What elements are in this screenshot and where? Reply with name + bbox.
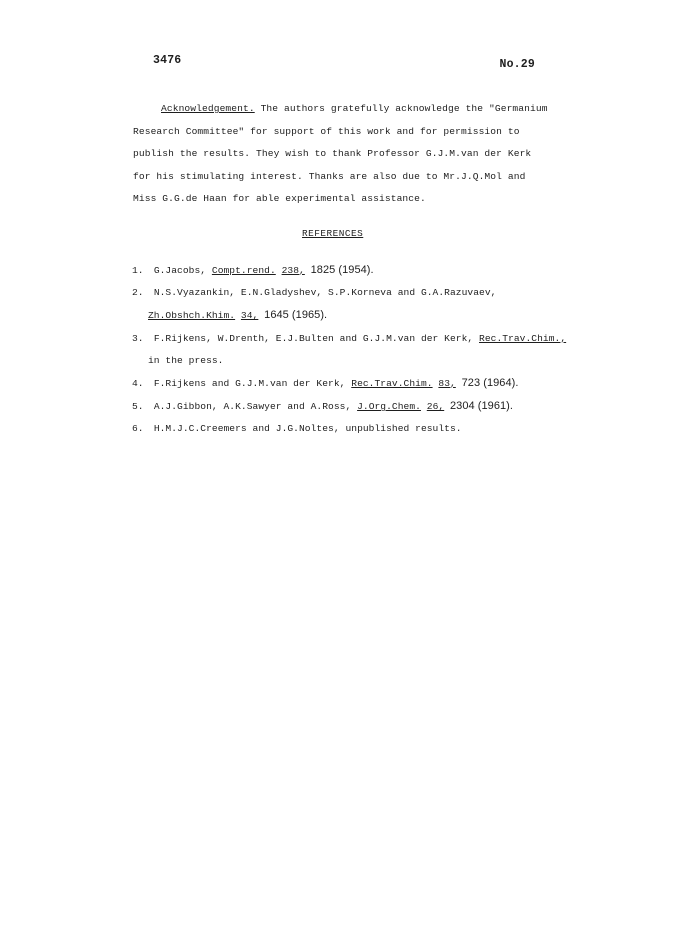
reference-item bbox=[132, 328, 572, 350]
acknowledgement-section bbox=[133, 98, 563, 211]
reference-authors: H.M.J.C.Creemers and J.G.Noltes, unpublished results. bbox=[153, 423, 462, 435]
acknowledgement-line: for his stimulating interest. Thanks are also due to Mr.J.Q.Mol and bbox=[133, 170, 526, 182]
reference-item bbox=[132, 372, 572, 395]
journal-issue-number: No.29 bbox=[499, 58, 535, 71]
reference-item bbox=[132, 259, 572, 282]
acknowledgement-line: Miss G.G.de Haan for able experimental assistance. bbox=[133, 193, 426, 204]
reference-continuation bbox=[132, 304, 572, 327]
acknowledgement-line bbox=[133, 98, 563, 121]
reference-journal: J.Org.Chem. bbox=[357, 401, 421, 413]
reference-number: 3. bbox=[132, 332, 144, 344]
reference-number: 4. bbox=[132, 378, 144, 390]
acknowledgement-line: publish the results. They wish to thank Professor G.J.M.van der Kerk bbox=[133, 148, 532, 159]
reference-pages-year: 723 (1964). bbox=[461, 377, 519, 390]
reference-journal: Zh.Obshch.Khim. bbox=[148, 310, 236, 322]
reference-item bbox=[132, 282, 572, 304]
reference-volume: 26, bbox=[426, 401, 445, 413]
reference-authors: N.S.Vyazankin, E.N.Gladyshev, S.P.Korneva and G.A.Razuvaev, bbox=[153, 287, 497, 299]
references-heading: REFERENCES bbox=[302, 228, 364, 239]
reference-pages-year: 1825 (1954). bbox=[310, 264, 374, 276]
reference-journal: Compt.rend. bbox=[211, 265, 276, 276]
reference-item bbox=[132, 418, 572, 440]
reference-authors: G.Jacobs, bbox=[153, 265, 207, 276]
reference-pages-year: 2304 (1961). bbox=[450, 400, 513, 413]
reference-authors: F.Rijkens, W.Drenth, E.J.Bulten and G.J.M.van der Kerk, bbox=[153, 332, 474, 344]
reference-volume: 34, bbox=[240, 310, 259, 322]
reference-number: 2. bbox=[132, 287, 144, 299]
acknowledgement-line: Research Committee" for support of this work and for permission to bbox=[133, 125, 520, 137]
reference-journal: Rec.Trav.Chim., bbox=[479, 332, 567, 344]
acknowledgement-text: The authors gratefully acknowledge the "Germanium bbox=[260, 103, 548, 114]
reference-item bbox=[132, 395, 572, 418]
reference-authors: F.Rijkens and G.J.M.van der Kerk, bbox=[153, 378, 346, 390]
reference-number: 6. bbox=[132, 423, 144, 435]
reference-continuation: in the press. bbox=[148, 354, 224, 366]
reference-pages-year: 1645 (1965). bbox=[264, 309, 328, 322]
reference-volume: 238, bbox=[281, 265, 305, 276]
reference-volume: 83, bbox=[438, 378, 456, 390]
reference-number: 1. bbox=[132, 265, 144, 276]
page-number: 3476 bbox=[153, 54, 182, 67]
reference-authors: A.J.Gibbon, A.K.Sawyer and A.Ross, bbox=[153, 401, 352, 413]
reference-number: 5. bbox=[132, 401, 144, 413]
acknowledgement-heading: Acknowledgement. bbox=[161, 103, 255, 114]
reference-list bbox=[132, 259, 572, 441]
reference-journal: Rec.Trav.Chim. bbox=[351, 378, 433, 390]
